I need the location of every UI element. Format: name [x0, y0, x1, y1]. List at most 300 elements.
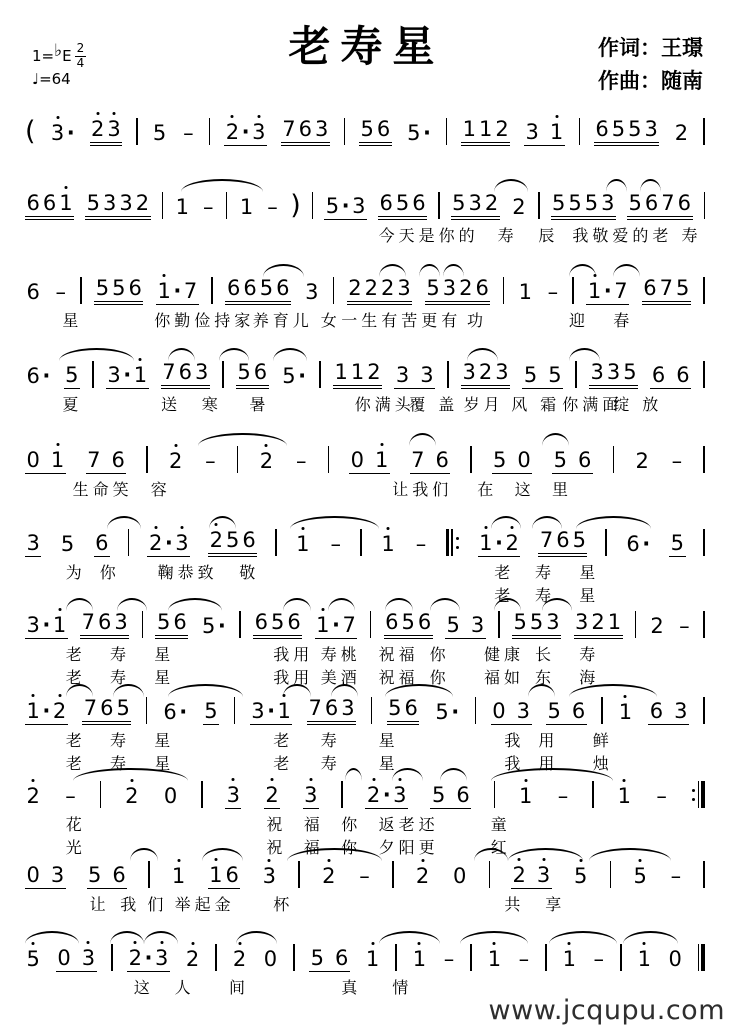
note-group — [384, 612, 433, 639]
note-digit: 1 — [58, 193, 74, 214]
lyric-text: 花 — [65, 815, 86, 834]
lyric-text: 福 — [303, 838, 324, 857]
note-digit: 3 — [462, 360, 476, 384]
octave-dot — [191, 942, 194, 945]
lyric-text: 你 — [341, 838, 362, 857]
note-digit: 6 — [626, 532, 640, 556]
note-digit: 3 — [516, 699, 530, 723]
note-group — [224, 122, 267, 146]
note-digit: 5 — [513, 610, 527, 634]
lyric-text: 我 — [504, 731, 525, 750]
note-group — [294, 451, 308, 474]
slur-arc — [491, 516, 522, 529]
octave-dot — [371, 942, 374, 945]
note-group — [170, 866, 186, 889]
note-digit: – — [65, 784, 76, 808]
notation-line — [25, 117, 705, 146]
augmentation-dot: · — [241, 120, 250, 144]
repeat-dot — [692, 789, 695, 792]
note-digit: 1 — [350, 360, 365, 384]
note-digit: – — [205, 449, 216, 473]
note-digit: 3 — [397, 276, 411, 300]
octave-dot — [593, 274, 596, 277]
barline — [209, 118, 211, 145]
lyric-text: 星 — [154, 645, 175, 664]
augmentation-dot: · — [495, 531, 503, 555]
note-digit: 2 — [224, 122, 240, 143]
slur-arc — [130, 848, 157, 861]
lyric-text: 功 — [467, 311, 488, 330]
repeat-dot — [692, 798, 695, 801]
octave-dot — [130, 779, 133, 782]
lyric-text: 我用 — [273, 668, 314, 687]
octave-dot — [623, 779, 626, 782]
barline — [162, 192, 164, 219]
note-digit: 6 — [571, 699, 586, 723]
lyric-text: 老 — [65, 731, 86, 750]
barline — [704, 192, 706, 219]
note-digit: 3 — [341, 696, 355, 720]
note-digit: 5 — [152, 121, 167, 145]
slur-arc — [623, 931, 677, 944]
octave-dot — [87, 941, 90, 944]
lyric-text: 海 — [579, 668, 600, 687]
slur-arc — [181, 179, 263, 192]
octave-dot — [238, 942, 241, 945]
note-digit: – — [518, 947, 530, 971]
note-digit: 5 — [204, 699, 218, 723]
lyric-text: 送 — [161, 395, 182, 414]
note-digit: 5 — [670, 531, 685, 555]
note-group — [425, 278, 491, 305]
slur-arc — [576, 516, 651, 529]
lyric-text: 寿桃 — [320, 645, 361, 664]
note-digit: 3 — [546, 610, 560, 634]
note-digit: 2 — [90, 119, 106, 140]
lyric-text: 光 — [65, 838, 86, 857]
note-group — [94, 533, 110, 557]
octave-dot — [555, 115, 558, 118]
note-digit: 5 — [310, 946, 324, 970]
note-digit: – — [593, 947, 605, 971]
slur-arc — [409, 433, 436, 446]
slur-arc — [287, 848, 382, 861]
lyric-text: 老 — [65, 754, 86, 773]
note-group — [359, 119, 392, 146]
note-digit: – — [267, 195, 278, 219]
note-digit: 3 — [251, 699, 265, 723]
notation-line — [25, 943, 705, 972]
lyric-line — [25, 220, 705, 243]
note-group — [511, 865, 552, 889]
lyric-text: 你 — [429, 645, 450, 664]
note-digit: 2 — [167, 451, 183, 472]
slur-arc — [392, 768, 423, 781]
slur-arc — [549, 931, 617, 944]
lyric-text: 夕阳更 — [378, 838, 439, 857]
lyric-text: 我 — [120, 895, 141, 914]
note-group — [25, 366, 51, 389]
note-digit: 3 — [251, 122, 267, 143]
lyricist-credit: 作词：王璟 — [598, 36, 703, 60]
note-digit: 1 — [175, 195, 189, 219]
note-digit: 6 — [676, 363, 690, 387]
note-digit: 6 — [379, 191, 393, 215]
note-group — [642, 278, 691, 305]
note-group — [264, 785, 280, 809]
note-digit: 6 — [577, 448, 592, 472]
note-group — [669, 533, 685, 557]
barline — [703, 118, 705, 145]
lyric-text: 星 — [378, 731, 399, 750]
lyric-text: 夏 — [62, 395, 83, 414]
notation-line — [25, 610, 705, 639]
lyric-text: 祝 — [266, 815, 287, 834]
note-digit: 5 — [547, 699, 561, 723]
note-digit: – — [55, 280, 66, 304]
lyric-text: 真 — [341, 978, 362, 997]
intro-paren: ( — [25, 116, 36, 147]
note-digit: 1 — [373, 450, 389, 471]
lyric-text: 享 — [545, 895, 566, 914]
note-digit: 0 — [263, 947, 278, 971]
lyric-text: 敬 — [239, 563, 260, 582]
note-digit: 2 — [495, 117, 509, 141]
lyric-text: 用 — [538, 731, 559, 750]
note-digit: 1 — [548, 122, 564, 143]
barline — [451, 529, 453, 556]
lyric-text: 迎 — [569, 311, 590, 330]
note-group — [258, 451, 274, 474]
barline — [128, 529, 130, 556]
barline — [572, 277, 574, 304]
lyric-text: 你 — [341, 815, 362, 834]
note-group — [649, 616, 665, 639]
lyric-text: 星 — [154, 731, 175, 750]
barline — [575, 361, 577, 388]
slur-arc — [542, 433, 569, 446]
note-digit: 1 — [607, 610, 622, 634]
note-digit: 5 — [86, 191, 100, 215]
note-digit: 0 — [492, 699, 506, 723]
note-group — [364, 949, 380, 972]
note-group — [678, 616, 692, 639]
barline — [470, 446, 472, 473]
note-group — [25, 193, 74, 220]
music-system — [25, 766, 705, 855]
lyric-text: 鲜 — [592, 731, 613, 750]
note-group — [315, 615, 358, 639]
note-digit: 2 — [650, 614, 664, 638]
lyric-text: 祝 — [266, 838, 287, 857]
note-digit: 6 — [556, 528, 570, 552]
octave-dot — [639, 859, 642, 862]
note-digit: 3 — [674, 699, 688, 723]
lyric-line — [25, 474, 705, 497]
note-digit: 5 — [388, 696, 402, 720]
lyric-text: 你满头 — [354, 395, 415, 414]
barline — [371, 697, 373, 724]
note-group — [573, 866, 589, 889]
note-digit: 6 — [644, 191, 659, 215]
barline — [211, 277, 213, 304]
note-digit: 3 — [495, 360, 509, 384]
repeat-begin-sign — [446, 529, 460, 556]
octave-dot — [387, 527, 390, 530]
note-group — [225, 785, 241, 809]
note-group — [304, 282, 320, 305]
note-group — [250, 701, 293, 725]
note-digit: 1 — [208, 865, 224, 886]
barline — [605, 529, 607, 556]
note-digit: 5 — [60, 532, 75, 556]
barline — [601, 697, 603, 724]
note-group — [365, 785, 408, 809]
lyric-text: 我敬爱的老 寿 — [572, 226, 702, 245]
intro-paren: ) — [290, 190, 301, 221]
note-group — [492, 450, 533, 474]
barline — [370, 611, 372, 638]
note-group — [25, 615, 68, 639]
composer-credit: 作曲：随南 — [598, 68, 703, 93]
barline — [538, 192, 540, 219]
note-digit: 5 — [282, 364, 296, 388]
note-group — [552, 450, 593, 474]
note-digit: 1 — [478, 117, 493, 141]
note-group — [167, 451, 183, 474]
barline — [275, 529, 277, 556]
note-digit: 2 — [484, 191, 499, 215]
note-digit: 1 — [586, 281, 602, 302]
lyric-text: 情 — [392, 978, 413, 997]
key-note: E — [62, 47, 72, 66]
note-digit: 5 — [395, 191, 410, 215]
note-digit: 5 — [628, 117, 642, 141]
lyric-text: 春 — [613, 311, 634, 330]
note-digit: 2 — [511, 865, 527, 886]
final-barline — [698, 944, 705, 971]
octave-dot — [484, 526, 487, 529]
note-digit: 6 — [643, 276, 657, 300]
barline — [392, 861, 394, 888]
note-group — [203, 701, 219, 725]
lyric-text: 寿 — [110, 754, 131, 773]
slur-arc — [379, 931, 440, 944]
note-group — [349, 450, 390, 474]
barline — [319, 361, 321, 388]
note-digit: 5 — [623, 360, 637, 384]
note-group — [85, 193, 151, 220]
note-group — [162, 786, 178, 809]
lyric-text: 星 — [579, 586, 600, 605]
lyric-text: 老 — [494, 563, 515, 582]
octave-dot — [113, 112, 116, 115]
note-digit: 6 — [417, 610, 432, 634]
octave-dot — [568, 942, 571, 945]
lyric-text: 我 — [504, 754, 525, 773]
note-group — [634, 451, 650, 474]
octave-dot — [160, 941, 163, 944]
note-group — [625, 534, 651, 557]
note-digit: 6 — [298, 117, 313, 141]
note-digit: 3 — [575, 610, 589, 634]
note-digit: 5 — [426, 276, 440, 300]
note-digit: 5 — [435, 700, 449, 724]
note-digit: 0 — [26, 863, 40, 887]
octave-dot — [372, 778, 375, 781]
note-digit: 3 — [154, 948, 170, 969]
note-group — [147, 533, 190, 557]
note-digit: 6 — [651, 363, 666, 387]
octave-dot — [579, 859, 582, 862]
note-digit: 2 — [591, 610, 605, 634]
octave-dot — [542, 858, 545, 861]
lyric-text: 寿 — [497, 226, 518, 245]
note-digit: 5 — [325, 194, 340, 218]
augmentation-dot: · — [422, 121, 431, 145]
note-digit: 1 — [132, 365, 148, 386]
slur-layer — [25, 682, 705, 696]
note-digit: 6 — [324, 696, 339, 720]
barline — [239, 611, 241, 638]
note-digit: 2 — [504, 533, 520, 554]
note-digit: 2 — [414, 866, 430, 887]
slur-layer — [25, 929, 705, 943]
note-group — [636, 949, 652, 972]
note-digit: 7 — [614, 279, 628, 303]
lyric-text: 共 — [504, 895, 525, 914]
note-digit: 6 — [178, 360, 193, 384]
barline — [592, 781, 594, 808]
barline — [222, 361, 224, 388]
note-digit: 7 — [87, 448, 101, 472]
note-digit: 2 — [25, 786, 41, 807]
octave-dot — [32, 694, 35, 697]
note-group — [64, 786, 78, 809]
augmentation-dot: · — [331, 613, 340, 637]
note-group — [162, 702, 188, 725]
note-digit: 6 — [677, 191, 692, 215]
note-digit: 2 — [231, 949, 247, 970]
note-digit: 6 — [649, 699, 664, 723]
note-digit: 5 — [156, 610, 171, 634]
note-digit: 6 — [26, 191, 40, 215]
lyric-text: 你 — [429, 668, 450, 687]
barline — [333, 277, 335, 304]
note-digit: 5 — [237, 360, 251, 384]
lyric-text: 童 — [490, 815, 511, 834]
lyric-text: 老 — [65, 645, 86, 664]
notation-line — [25, 276, 705, 305]
note-digit: 3 — [102, 191, 117, 215]
note-digit: – — [295, 449, 307, 473]
note-digit: 6 — [242, 528, 256, 552]
note-group — [25, 786, 41, 809]
note-group — [86, 450, 127, 474]
note-digit: 5 — [523, 363, 538, 387]
note-digit: 6 — [226, 276, 241, 300]
lyric-text: 红 — [490, 838, 511, 857]
note-group — [442, 949, 456, 972]
note-digit: 5 — [675, 276, 690, 300]
note-digit: 3 — [468, 191, 482, 215]
note-group — [151, 123, 167, 146]
augmentation-dot: · — [42, 613, 51, 637]
note-digit: 2 — [380, 276, 395, 300]
lyric-line — [25, 639, 705, 662]
note-digit: 1 — [380, 534, 396, 555]
key-prefix: 1= — [32, 47, 55, 66]
octave-dot — [163, 274, 166, 277]
note-digit: 0 — [453, 864, 467, 888]
note-digit: 6 — [254, 610, 268, 634]
note-group — [411, 949, 427, 972]
lyric-text: 寿 — [320, 731, 341, 750]
note-group — [295, 534, 311, 557]
note-digit: 6 — [253, 360, 268, 384]
slur-layer — [25, 346, 705, 360]
note-digit: – — [359, 864, 370, 888]
barline — [293, 944, 295, 971]
note-group — [632, 866, 648, 889]
barline — [360, 529, 362, 556]
octave-dot — [493, 942, 496, 945]
note-digit: 1 — [636, 949, 652, 970]
note-group — [25, 949, 41, 972]
augmentation-dot: · — [217, 614, 226, 638]
note-digit: 1 — [518, 786, 534, 807]
note-digit: 6 — [376, 117, 391, 141]
note-digit: 3 — [80, 948, 96, 969]
note-digit: 6 — [26, 280, 40, 304]
slur-arc — [59, 348, 134, 361]
barline — [395, 944, 397, 971]
note-digit: 5 — [493, 448, 507, 472]
note-digit: 1 — [411, 949, 427, 970]
lyric-text: 间 — [229, 978, 250, 997]
barline — [234, 697, 236, 724]
lyric-line — [25, 305, 705, 328]
octave-dot — [518, 858, 521, 861]
lyric-text: 杯 — [273, 895, 294, 914]
lyric-text: 福 — [303, 815, 324, 834]
note-digit: 2 — [321, 866, 337, 887]
barline — [545, 944, 547, 971]
note-digit: – — [415, 532, 427, 556]
octave-dot — [309, 778, 312, 781]
watermark: www.jcqupu.com — [488, 995, 725, 1026]
lyric-text: 祝福 — [378, 645, 419, 664]
barline — [201, 781, 203, 808]
repeat-dot — [456, 537, 459, 540]
octave-dot — [177, 859, 180, 862]
slur-layer — [25, 262, 705, 276]
note-digit: 2 — [674, 121, 689, 145]
note-group — [517, 282, 533, 305]
barline — [146, 697, 148, 724]
lyric-text: 生命笑 — [72, 480, 133, 499]
octave-dot — [56, 116, 59, 119]
slur-layer — [25, 766, 705, 780]
repeat-dot — [456, 546, 459, 549]
note-group — [491, 701, 532, 725]
note-group — [556, 786, 570, 809]
note-digit: 5 — [116, 696, 130, 720]
octave-dot — [511, 526, 514, 529]
music-system — [25, 846, 705, 912]
note-group — [25, 865, 66, 889]
note-digit: 2 — [348, 276, 362, 300]
